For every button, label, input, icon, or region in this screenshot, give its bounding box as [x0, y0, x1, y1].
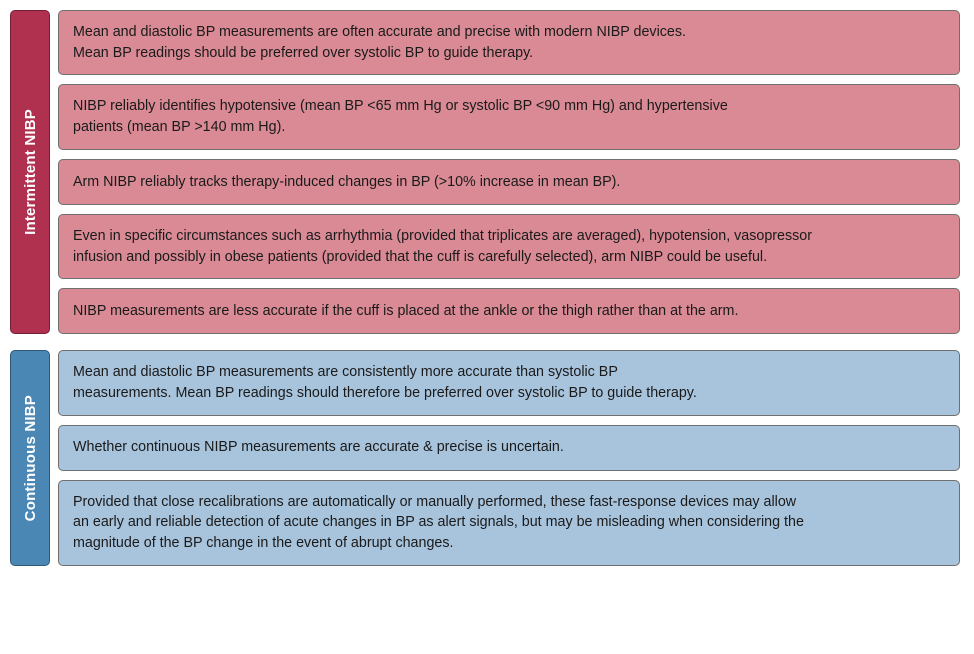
statement-box — [58, 159, 960, 205]
statement-line: infusion and possibly in obese patients (provided that the cuff is carefully selected), arm NIBP could be useful. — [73, 248, 768, 265]
statement-line: NIBP reliably identifies hypotensive (mean BP <65 mm Hg or systolic BP <90 mm Hg) and hypertensive — [73, 98, 728, 115]
statement-line: an early and reliable detection of acute changes in BP as alert signals, but may be misleading when considering the — [73, 514, 804, 531]
statement-line: magnitude of the BP change in the event of abrupt changes. — [73, 535, 454, 552]
statement-line: patients (mean BP >140 mm Hg). — [73, 119, 286, 136]
statement-list-intermittent — [58, 10, 960, 334]
statement-box — [58, 214, 960, 279]
statement-line: Mean and diastolic BP measurements are often accurate and precise with modern NIBP devices. — [73, 24, 686, 40]
statement-line: Mean BP readings should be preferred over systolic BP to guide therapy. — [73, 44, 534, 61]
statement-line: Even in specific circumstances such as arrhythmia (provided that triplicates are averaged), hypotension, vasopressor — [73, 227, 813, 244]
section-intermittent-nibp — [10, 10, 960, 334]
statement-line: Arm NIBP reliably tracks therapy-induced changes in BP (>10% increase in mean BP). — [73, 173, 621, 190]
statement-list-continuous — [58, 350, 960, 566]
statement-line: Mean and diastolic BP measurements are consistently more accurate than systolic BP — [73, 364, 618, 381]
statement-box — [58, 425, 960, 471]
statement-box — [58, 10, 960, 75]
section-label-text: Intermittent NIBP — [21, 109, 39, 236]
section-label-text: Continuous NIBP — [21, 394, 39, 522]
statement-box — [58, 480, 960, 566]
section-continuous-nibp — [10, 350, 960, 566]
section-label-continuous-nibp — [10, 350, 50, 566]
statement-box — [58, 350, 960, 415]
statement-box — [58, 288, 960, 334]
statement-line: Whether continuous NIBP measurements are accurate & precise is uncertain. — [73, 439, 564, 456]
statement-line: Provided that close recalibrations are automatically or manually performed, these fast-response devices may allow — [73, 493, 797, 510]
section-label-intermittent-nibp — [10, 10, 50, 334]
statement-line: measurements. Mean BP readings should therefore be preferred over systolic BP to guide therapy. — [73, 385, 697, 402]
statement-box — [58, 84, 960, 149]
statement-line: NIBP measurements are less accurate if the cuff is placed at the ankle or the thigh rather than at the arm. — [73, 302, 739, 319]
